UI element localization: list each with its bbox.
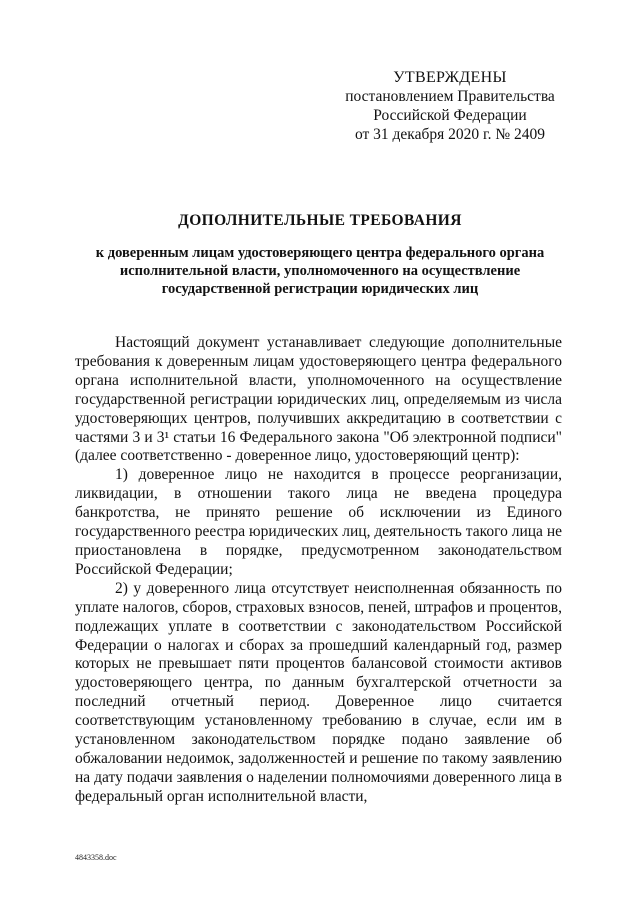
document-subtitle-line-2: исполнительной власти, уполномоченного на осуществление — [119, 263, 521, 279]
document-file-id: 4843358.doc — [75, 853, 117, 862]
approval-stamp — [330, 68, 570, 144]
approval-line-2: Российской Федерации — [373, 107, 527, 124]
requirement-item-2: 2) у доверенного лица отсутствует неисполненная обязанность по уплате налогов, сборов, страховых взносов, пеней, штрафов и процентов, подлежащих уплате в соответствии с законодательством Российской Федерации о налогах и сборах за прошедший календарный год, размер которых не превышает пяти процентов балансовой стоимости активов удостоверяющего центра, по данным бухгалтерской отчетности за последний отчетный период. Доверенное лицо считается соответствующим установленному требованию в случае, если им в установленном законодательством порядке подано заявление об обжаловании недоимок, задолженностей и решение по такому заявлению на дату подачи заявления о наделении полномочиями доверенного лица в федеральный орган исполнительной власти, — [75, 579, 562, 805]
document-body — [75, 334, 562, 807]
intro-paragraph: Настоящий документ устанавливает следующие дополнительные требования к доверенным лицам удостоверяющего центра федерального органа исполнительной власти, уполномоченного на осуществление государственной регистрации юридических лиц, определяемым из числа удостоверяющих центров, получивших аккредитацию в соответствии с частями 3 и 3¹ статьи 16 Федерального закона "Об электронной подписи" (далее соответственно - доверенное лицо, удостоверяющий центр): — [75, 334, 562, 465]
document-subtitle-line-1: к доверенным лицам удостоверяющего центра федерального органа — [95, 245, 545, 261]
approval-line-3: от 31 декабря 2020 г. № 2409 — [354, 126, 546, 143]
document-subtitle-line-3: государственной регистрации юридических лиц — [161, 281, 479, 297]
document-heading — [60, 212, 580, 298]
requirement-item-1: 1) доверенное лицо не находится в процессе реорганизации, ликвидации, в отношении такого лица не введена процедура банкротства, не принято решение об исключении из Единого государственного реестра юридических лиц, деятельность такого лица не приостановлена в порядке, предусмотренном законодательством Российской Федерации; — [75, 466, 562, 578]
approval-title: УТВЕРЖДЕНЫ — [393, 69, 507, 86]
document-title: ДОПОЛНИТЕЛЬНЫЕ ТРЕБОВАНИЯ — [178, 212, 462, 229]
approval-line-1: постановлением Правительства — [345, 88, 555, 105]
